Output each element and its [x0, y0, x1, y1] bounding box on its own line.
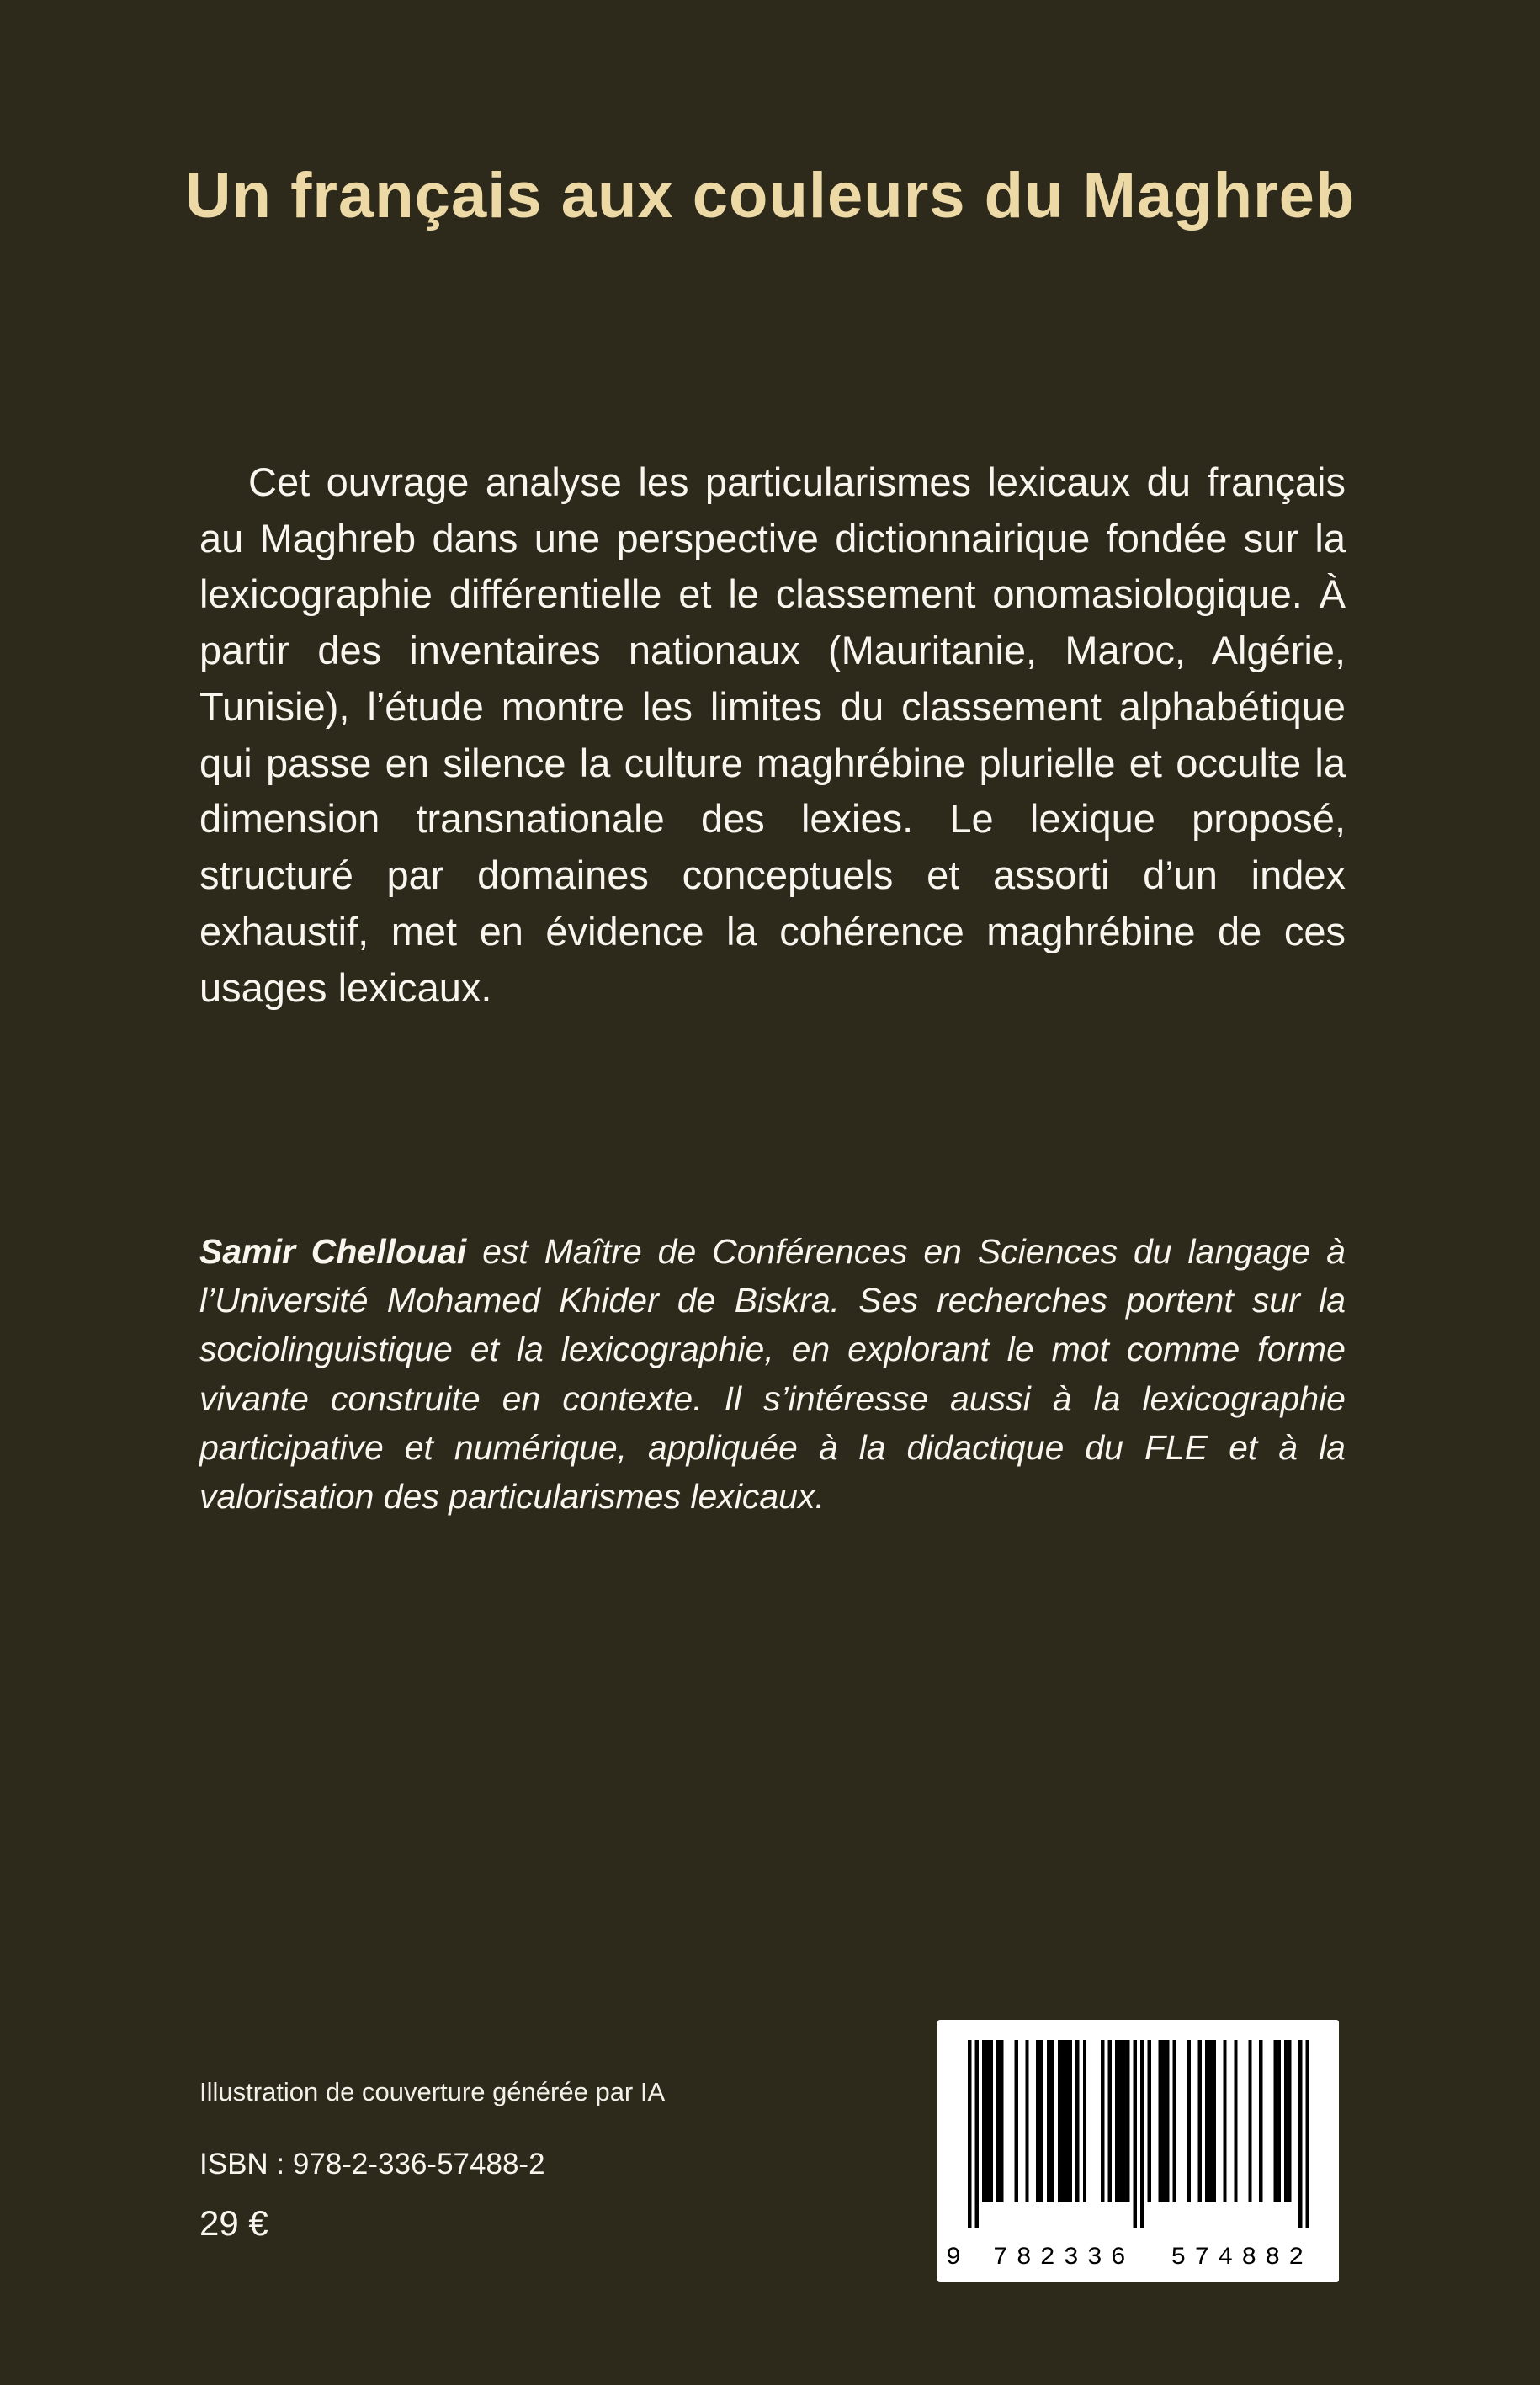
book-title: Un français aux couleurs du Maghreb — [184, 159, 1356, 231]
barcode-digits-left: 782336 — [992, 2244, 1134, 2272]
author-name: Samir Chellouai — [199, 1232, 467, 1271]
barcode-digits — [946, 2245, 1330, 2271]
barcode-digits-right: 574882 — [1171, 2244, 1313, 2272]
synopsis-paragraph: Cet ouvrage analyse les particularismes lexicaux du français au Maghreb dans une perspective dictionnairique fondée sur la lexicographie différentielle et le classement onomasiologique. À partir des inventaires nationaux (Mauritanie, Maroc, Algérie, Tunisie), l’étude montre les limites du classement alphabétique qui passe en silence la culture maghrébine plurielle et occulte la dimension transnationale des lexies. Le lexique proposé, structuré par domaines conceptuels et assorti d’un index exhaustif, met en évidence la cohérence maghrébine de ces usages lexicaux. — [199, 459, 1346, 1010]
isbn-label: ISBN : 978-2-336-57488-2 — [199, 2148, 545, 2180]
barcode-bars — [968, 2040, 1309, 2228]
author-bio-text: est Maître de Conférences en Sciences du langage à l’Université Mohamed Khider de Biskra. Ses recherches portent sur la sociolinguistique et la lexicographie, en explorant le mot comme forme vivante construite en contexte. Il s’intéresse aussi à la lexicographie participative et numérique, appliquée à la didactique du FLE et à la valorisation des particularismes lexicaux. — [199, 1232, 1346, 1517]
barcode-digit-first: 9 — [946, 2244, 962, 2272]
cover-illustration-credit: Illustration de couverture générée par IA — [199, 2077, 666, 2106]
author-bio — [199, 1227, 1346, 1521]
price-label: 29 € — [199, 2203, 268, 2243]
barcode-panel — [937, 2020, 1339, 2282]
